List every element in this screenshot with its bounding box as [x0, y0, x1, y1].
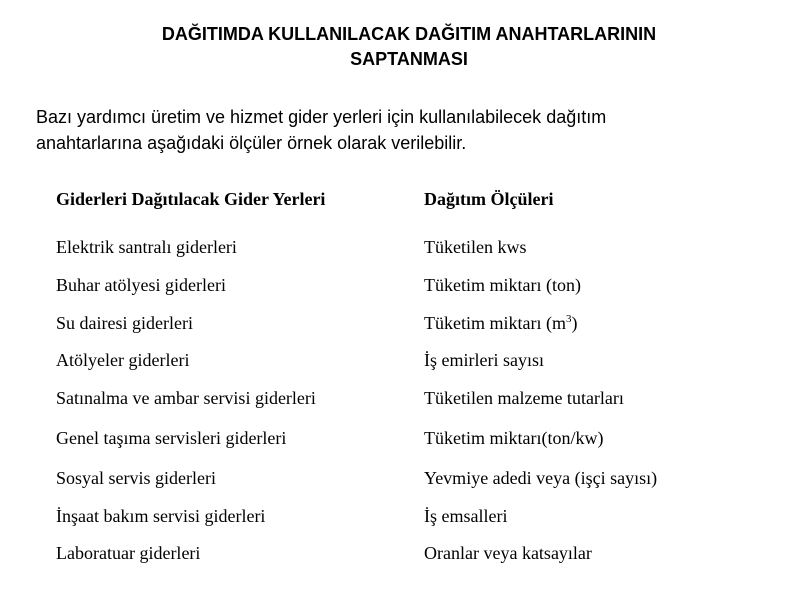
header-cost-centers: Giderleri Dağıtılacak Gider Yerleri: [56, 189, 326, 209]
measure-cell: Oranlar veya katsayılar: [424, 543, 592, 563]
measure-cell: İş emsalleri: [424, 506, 508, 526]
cost-center-cell: Laboratuar giderleri: [56, 543, 201, 563]
header-distribution-measures: Dağıtım Ölçüleri: [424, 189, 554, 209]
measure-cell: [424, 310, 577, 336]
table-row: [56, 272, 756, 298]
cost-center-cell: Atölyeler giderleri: [56, 350, 190, 370]
measure-cell: Yevmiye adedi veya (işçi sayısı): [424, 468, 658, 488]
measure-cell: Tüketilen kws: [424, 237, 527, 257]
table-row: [56, 347, 756, 373]
superscript-exponent: 3: [565, 313, 572, 325]
table-row: [56, 385, 756, 411]
table-row: [56, 465, 756, 491]
table-row: [56, 540, 756, 566]
measure-cell: Tüketilen malzeme tutarları: [424, 388, 624, 408]
table-row: [56, 425, 756, 451]
cost-center-cell: Satınalma ve ambar servisi giderleri: [56, 388, 316, 408]
measure-cell: İş emirleri sayısı: [424, 350, 544, 370]
intro-line-1: Bazı yardımcı üretim ve hizmet gider yerleri için kullanılabilecek dağıtım: [36, 107, 607, 127]
cost-center-cell: Sosyal servis giderleri: [56, 468, 216, 488]
cost-center-cell: Buhar atölyesi giderleri: [56, 275, 226, 295]
intro-paragraph: [36, 104, 776, 156]
table-header-row: [56, 186, 756, 212]
cost-center-cell: Elektrik santralı giderleri: [56, 237, 237, 257]
table-row: [56, 503, 756, 529]
table-row: [56, 310, 756, 336]
page-title-line-2: SAPTANMASI: [350, 49, 468, 69]
intro-line-2: anahtarlarına aşağıdaki ölçüler örnek olarak verilebilir.: [36, 133, 467, 153]
cost-center-cell: Genel taşıma servisleri giderleri: [56, 428, 287, 448]
measure-cell: Tüketim miktarı (ton): [424, 275, 581, 295]
cost-center-cell: Su dairesi giderleri: [56, 313, 193, 333]
measure-text: Tüketim miktarı (m: [424, 313, 566, 333]
page-title-line-1: DAĞITIMDA KULLANILACAK DAĞITIM ANAHTARLARININ: [161, 24, 657, 44]
cost-center-cell: İnşaat bakım servisi giderleri: [56, 506, 266, 526]
page-title: [0, 22, 800, 72]
measure-cell: Tüketim miktarı(ton/kw): [424, 428, 604, 448]
table-row: [56, 234, 756, 260]
measure-text-tail: ): [571, 313, 578, 333]
